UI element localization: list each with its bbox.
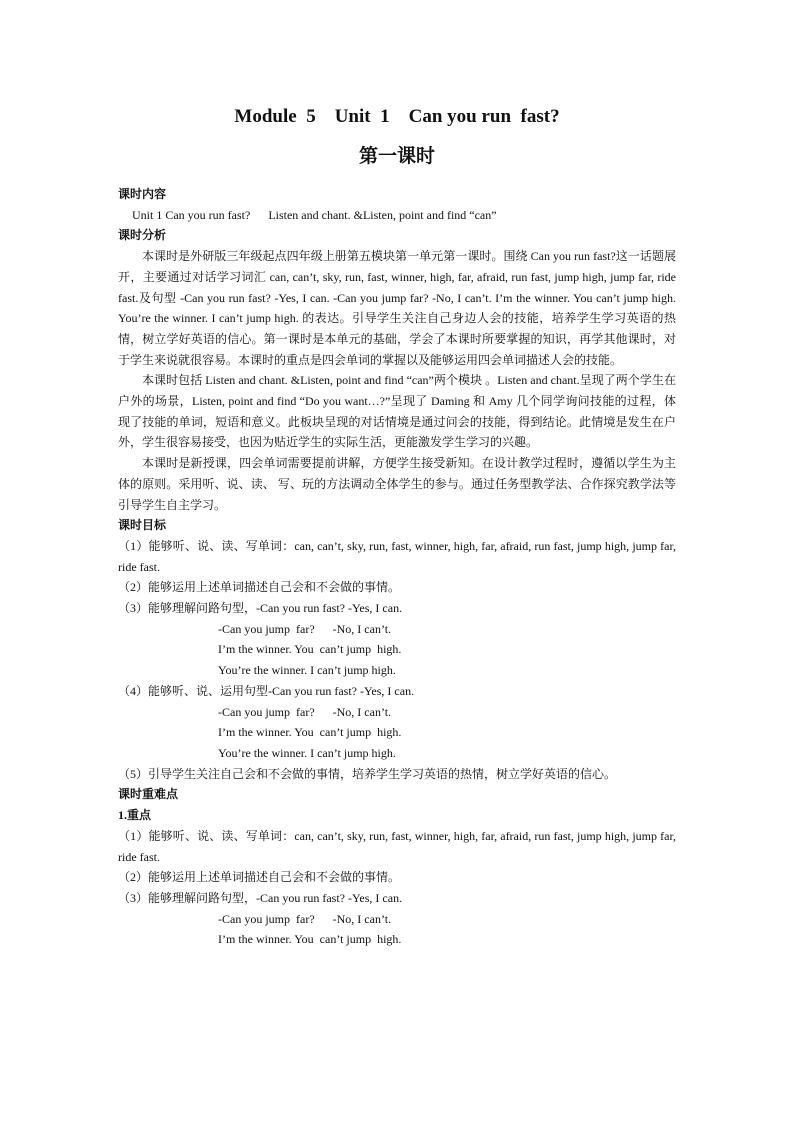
lesson-subtitle: 第一课时: [358, 146, 435, 167]
goal-item-1: （1）能够听、说、读、写单词：can, can’t, sky, run, fast, winner, high, far, afraid, run fast, jump high, jump far, ride fast.: [118, 538, 676, 574]
key-item-3-line-2: I’m the winner. You can’t jump high.: [218, 932, 402, 947]
goal-item-4-line-1: -Can you jump far? -No, I can’t.: [218, 704, 392, 719]
document-body: [118, 104, 676, 950]
key-item-3: （3）能够理解问路句型，-Can you run fast? -Yes, I can.: [118, 890, 403, 905]
key-item-1: （1）能够听、说、读、写单词：can, can’t, sky, run, fast, winner, high, far, afraid, run fast, jump high, jump far, ride fast.: [118, 828, 676, 864]
goal-item-3-line-2: I’m the winner. You can’t jump high.: [218, 642, 402, 657]
goal-item-4: （4）能够听、说、运用句型-Can you run fast? -Yes, I can.: [118, 683, 415, 698]
goal-item-3-line-1: -Can you jump far? -No, I can’t.: [218, 621, 392, 636]
section-heading-analysis: 课时分析: [118, 228, 167, 243]
goal-item-3: （3）能够理解问路句型，-Can you run fast? -Yes, I can.: [118, 601, 403, 616]
goal-item-3-line-3: You’re the winner. I can’t jump high.: [218, 663, 396, 678]
analysis-paragraph-1: 本课时是外研版三年级起点四年级上册第五模块第一单元第一课时。围绕 Can you run fast?这一话题展开，主要通过对话学习词汇 can, can’t, sky, run, fast, winner, high, far, afraid, run fast, jump high, jump far, ride fast.及句型 -Can you run fast? -Yes, I can. -Can you jump far? -No, I can’t. I’m the winner. You can’t jump high. You’re the winner. I can’t jump high. 的表达。引导学生关注自己身边人会的技能，培养学生学习英语的热情，树立学好英语的信心。第一课时是本单元的基础，学会了本课时所要掌握的知识，再学其他课时，对于学生来说就很容易。本课时的重点是四会单词的掌握以及能够运用四会单词描述人会的技能。: [118, 249, 676, 367]
goal-item-4-line-2: I’m the winner. You can’t jump high.: [218, 725, 402, 740]
section-heading-key-points: 课时重难点: [118, 787, 179, 802]
analysis-paragraph-2: 本课时包括 Listen and chant. &Listen, point and find “can”两个模块 。Listen and chant.呈现了两个学生在户外的场景，Listen, point and find “Do you want…?”呈现了 Daming 和 Amy 几个同学询问技能的过程，体现了技能的单词，短语和意义。此板块呈现的对话情境是通过问会的技能，得到结论。此情境是发生在户外，学生很容易接受，也因为贴近学生的实际生活，更能激发学生学习的兴趣。: [118, 373, 676, 450]
analysis-paragraph-3: 本课时是新授课，四会单词需要提前讲解，方便学生接受新知。在设计教学过程时，遵循以学生为主体的原则。采用听、说、读、 写、玩的方法调动全体学生的参与。通过任务型教学法、合作探究教学法等引导学生自主学习。: [118, 456, 676, 512]
section-heading-content: 课时内容: [118, 187, 167, 201]
goal-item-2: （2）能够运用上述单词描述自己会和不会做的事情。: [118, 580, 401, 595]
goal-item-5: （5）引导学生关注自己会和不会做的事情，培养学生学习英语的热情，树立学好英语的信心。: [118, 766, 617, 781]
key-points-subheading: 1.重点: [118, 808, 152, 823]
section-heading-goals: 课时目标: [118, 518, 167, 533]
key-item-2: （2）能够运用上述单词描述自己会和不会做的事情。: [118, 870, 401, 885]
lesson-content-line: Unit 1 Can you run fast? Listen and chant. &Listen, point and find “can”: [132, 207, 497, 222]
key-item-3-line-1: -Can you jump far? -No, I can’t.: [218, 911, 392, 926]
document-title: Module 5 Unit 1 Can you run fast?: [234, 106, 560, 127]
goal-item-4-line-3: You’re the winner. I can’t jump high.: [218, 745, 396, 760]
